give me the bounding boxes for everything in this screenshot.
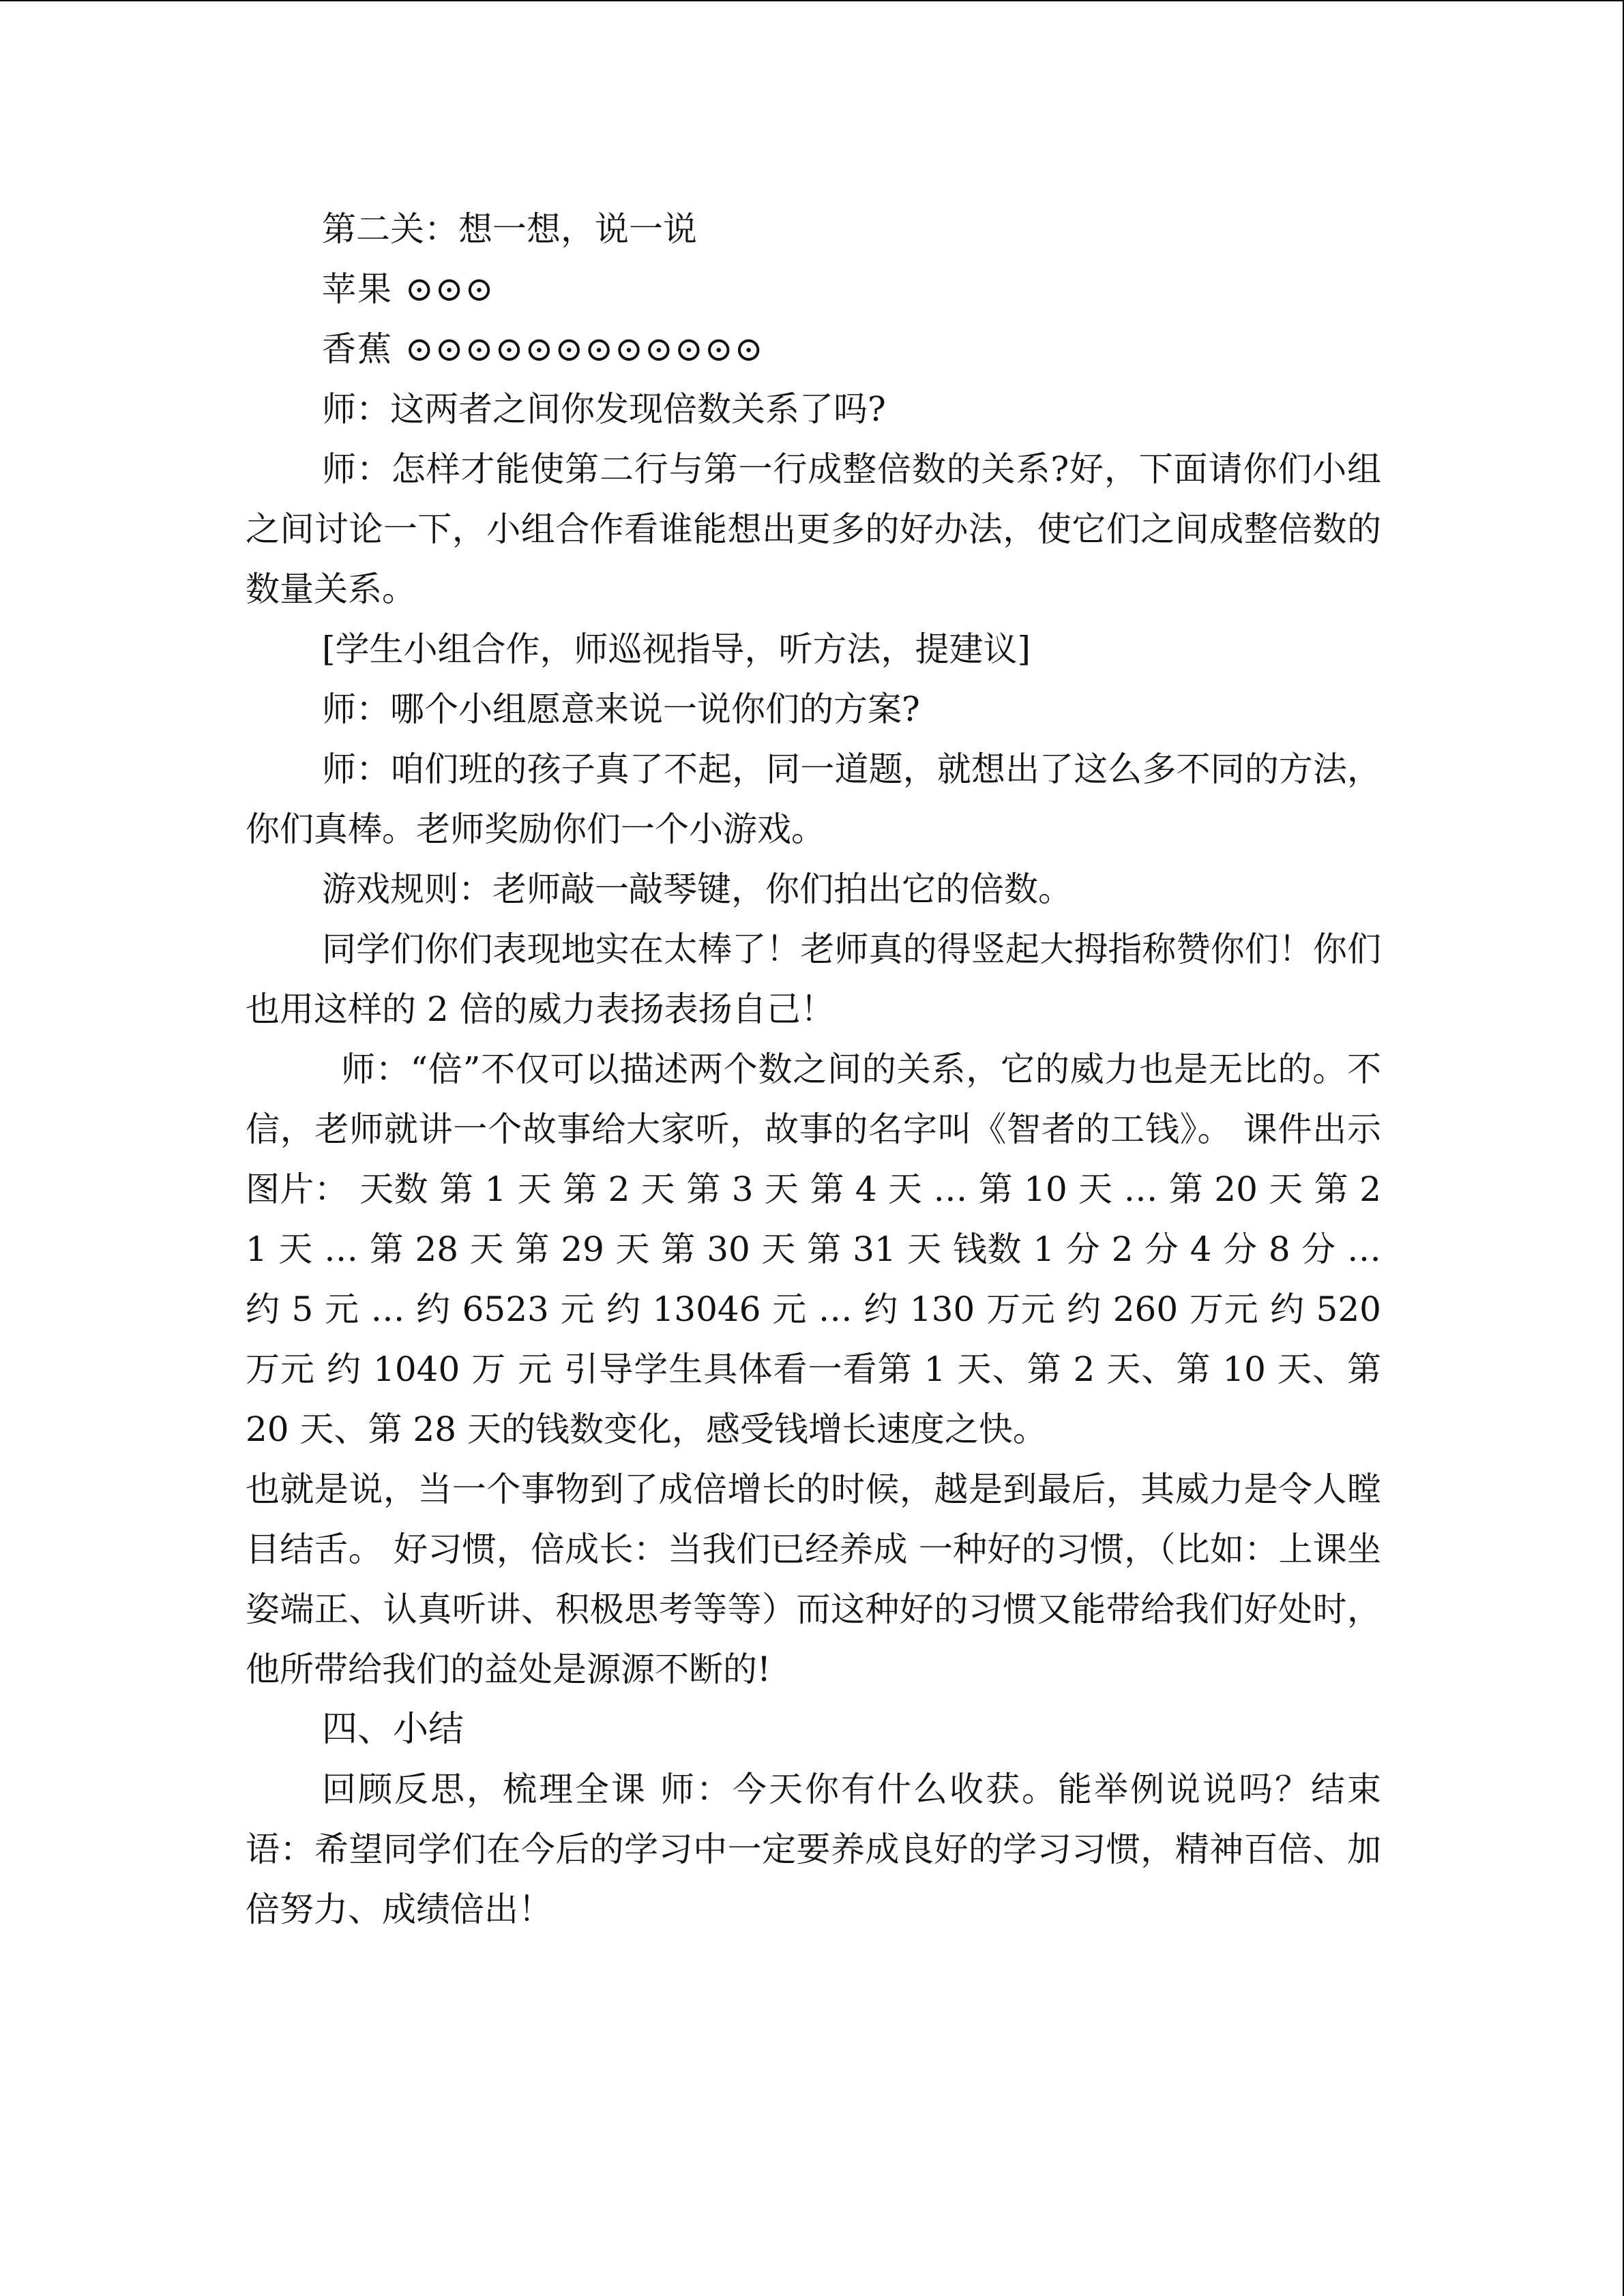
review-and-closing: 回顾反思，梳理全课 师：今天你有什么收获。能举例说说吗？结束语：希望同学们在今后的学习中一定要养成良好的学习习惯，精神百倍、加倍努力、成绩倍出！ <box>246 1770 1381 1929</box>
apples-row: 苹果 ⊙⊙⊙ <box>322 269 495 309</box>
good-habits-paragraph: 也就是说，当一个事物到了成倍增长的时候，越是到最后，其威力是令人瞠目结舌。 好习惯，倍成长：当我们已经养成 一种好的习惯，（比如：上课坐姿端正、认真听讲、积极思考等等）而这种好的习惯又能带给我们好处时，他所带给我们的益处是源源不断的! <box>246 1470 1381 1689</box>
section-title-level-two: 第二关：想一想，说一说 <box>322 209 697 249</box>
game-rules: 游戏规则：老师敲一敲琴键，你们拍出它的倍数。 <box>322 869 1072 909</box>
document-body <box>246 199 1381 1939</box>
teacher-ask-groups: 师：哪个小组愿意来说一说你们的方案? <box>322 689 920 729</box>
stage-direction-group-work: [学生小组合作，师巡视指导，听方法，提建议] <box>322 629 1031 669</box>
praise-students: 同学们你们表现地实在太棒了！老师真的得竖起大拇指称赞你们！你们也用这样的 2 倍的威力表扬表扬自己！ <box>246 929 1381 1029</box>
teacher-question-relation: 师：这两者之间你发现倍数关系了吗? <box>322 389 886 429</box>
bananas-row: 香蕉 ⊙⊙⊙⊙⊙⊙⊙⊙⊙⊙⊙⊙ <box>322 329 765 369</box>
teacher-group-discussion: 师：怎样才能使第二行与第一行成整倍数的关系?好，下面请你们小组之间讨论一下，小组合作看谁能想出更多的好办法，使它们之间成整倍数的数量关系。 <box>246 449 1381 609</box>
teacher-praise-game: 师：咱们班的孩子真了不起，同一道题，就想出了这么多不同的方法，你们真棒。老师奖励你们一个小游戏。 <box>246 749 1381 849</box>
summary-heading: 四、小结 <box>322 1709 464 1750</box>
story-wages-paragraph: 师：“倍”不仅可以描述两个数之间的关系，它的威力也是无比的。不信，老师就讲一个故事给大家听，故事的名字叫《智者的工钱》。 课件出示图片： 天数 第 1 天 第 2 天 第 3 天 第 4 天 … 第 10 天 … 第 20 天 第 21 天 … 第 28 天 第 29 天 第 30 天 第 31 天 钱数 1 分 2 分 4 分 8 分 … 约 5 元 … 约 6523 元 约 13046 元 … 约 130 万元 约 260 万元 约 520 万元 约 1040 万 元 引导学生具体看一看第 1 天、第 2 天、第 10 天、第 20 天、第 28 天的钱数变化，感受钱增长速度之快。 <box>246 1049 1381 1449</box>
